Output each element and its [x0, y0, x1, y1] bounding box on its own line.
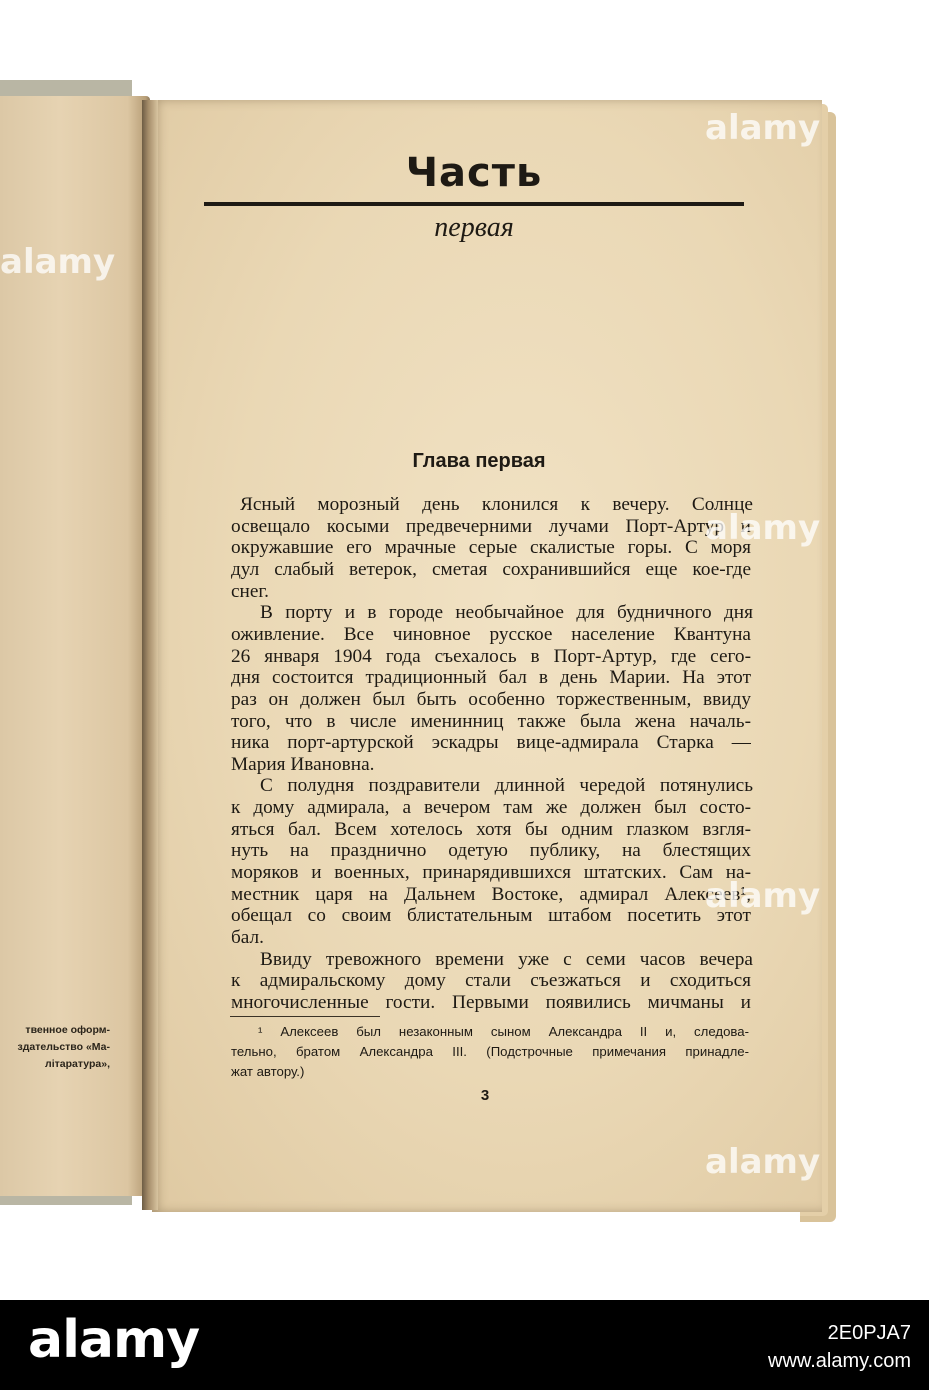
- body-line: Мария Ивановна.: [231, 753, 375, 775]
- imprint-line: літаратура»,: [45, 1058, 110, 1070]
- watermark-text: alamy: [0, 242, 116, 282]
- book-gutter: [142, 100, 158, 1210]
- left-page-imprint: [0, 1022, 110, 1073]
- body-line: обещал со своим блистательным штабом посетить этот: [231, 905, 751, 927]
- chapter-title: Глава первая: [412, 450, 546, 472]
- body-line: бал.: [231, 927, 264, 948]
- image-id: 2E0PJA7: [827, 1322, 911, 1344]
- body-line: В порту и в городе необычайное для будничного дня: [260, 602, 753, 624]
- watermark-text: alamy: [705, 108, 821, 148]
- body-line: окружавшие его мрачные серые скалистые горы. С моря: [231, 537, 751, 559]
- body-line: дня состоится традиционный бал в день Марии. На этот: [231, 667, 751, 689]
- body-line: дул слабый ветерок, сметая сохранившийся еще кое-где: [231, 558, 751, 580]
- body-line: моряков и военных, принарядившихся штатских. Сам на-: [231, 862, 751, 884]
- body-line: освещало косыми предвечерними лучами Порт-Артур и: [231, 515, 751, 537]
- body-line: многочисленные гости. Первыми появились мичманы и: [231, 991, 751, 1013]
- body-line: оживление. Все чиновное русское население Квантуна: [231, 623, 751, 645]
- body-line: 26 января 1904 года съехалось в Порт-Артур, где сего-: [231, 645, 751, 667]
- part-subtitle: первая: [434, 212, 514, 243]
- body-line: яться бал. Всем хотелось хотя бы одним глазком взгля-: [231, 818, 751, 840]
- part-title: Часть: [405, 150, 543, 196]
- body-line: нуть на празднично одетую публику, на блестящих: [231, 840, 751, 862]
- footnote-line: тельно, братом Александра III. (Подстрочные примечания принадле-: [231, 1044, 749, 1059]
- watermark-text: alamy: [705, 508, 821, 548]
- alamy-url: www.alamy.com: [768, 1350, 911, 1372]
- imprint-line: здательство «Ма-: [17, 1041, 110, 1053]
- body-line: к адмиральскому дому стали съезжаться и сходиться: [231, 970, 751, 992]
- footnote-line: ¹ Алексеев был незаконным сыном Александра II и, следова-: [258, 1024, 749, 1039]
- watermark-text: alamy: [705, 1142, 821, 1182]
- body-line: Ясный морозный день клонился к вечеру. Солнце: [240, 494, 753, 515]
- footnote-line: жат автору.): [231, 1064, 305, 1079]
- body-line: ника порт-артурской эскадры вице-адмирала Старка —: [231, 732, 751, 754]
- body-line: того, что в числе именинниц также была жена началь-: [231, 710, 751, 732]
- title-rule: [204, 202, 744, 206]
- body-line: снег.: [231, 580, 269, 602]
- body-line: Ввиду тревожного времени уже с семи часов вечера: [260, 948, 753, 970]
- imprint-line: твенное оформ-: [25, 1024, 110, 1036]
- body-line: раз он должен был быть особенно торжественным, ввиду: [231, 688, 751, 710]
- watermark-text: alamy: [705, 876, 821, 916]
- body-line: к дому адмирала, а вечером там же должен был состо-: [231, 797, 751, 819]
- page-number: 3: [480, 1087, 490, 1104]
- footnote-rule: [230, 1016, 380, 1017]
- body-line: С полудня поздравители длинной чередой потянулись: [260, 775, 753, 797]
- alamy-logo: alamy: [28, 1310, 200, 1370]
- body-line: местник царя на Дальнем Востоке, адмирал Алексеев¹,: [231, 883, 751, 905]
